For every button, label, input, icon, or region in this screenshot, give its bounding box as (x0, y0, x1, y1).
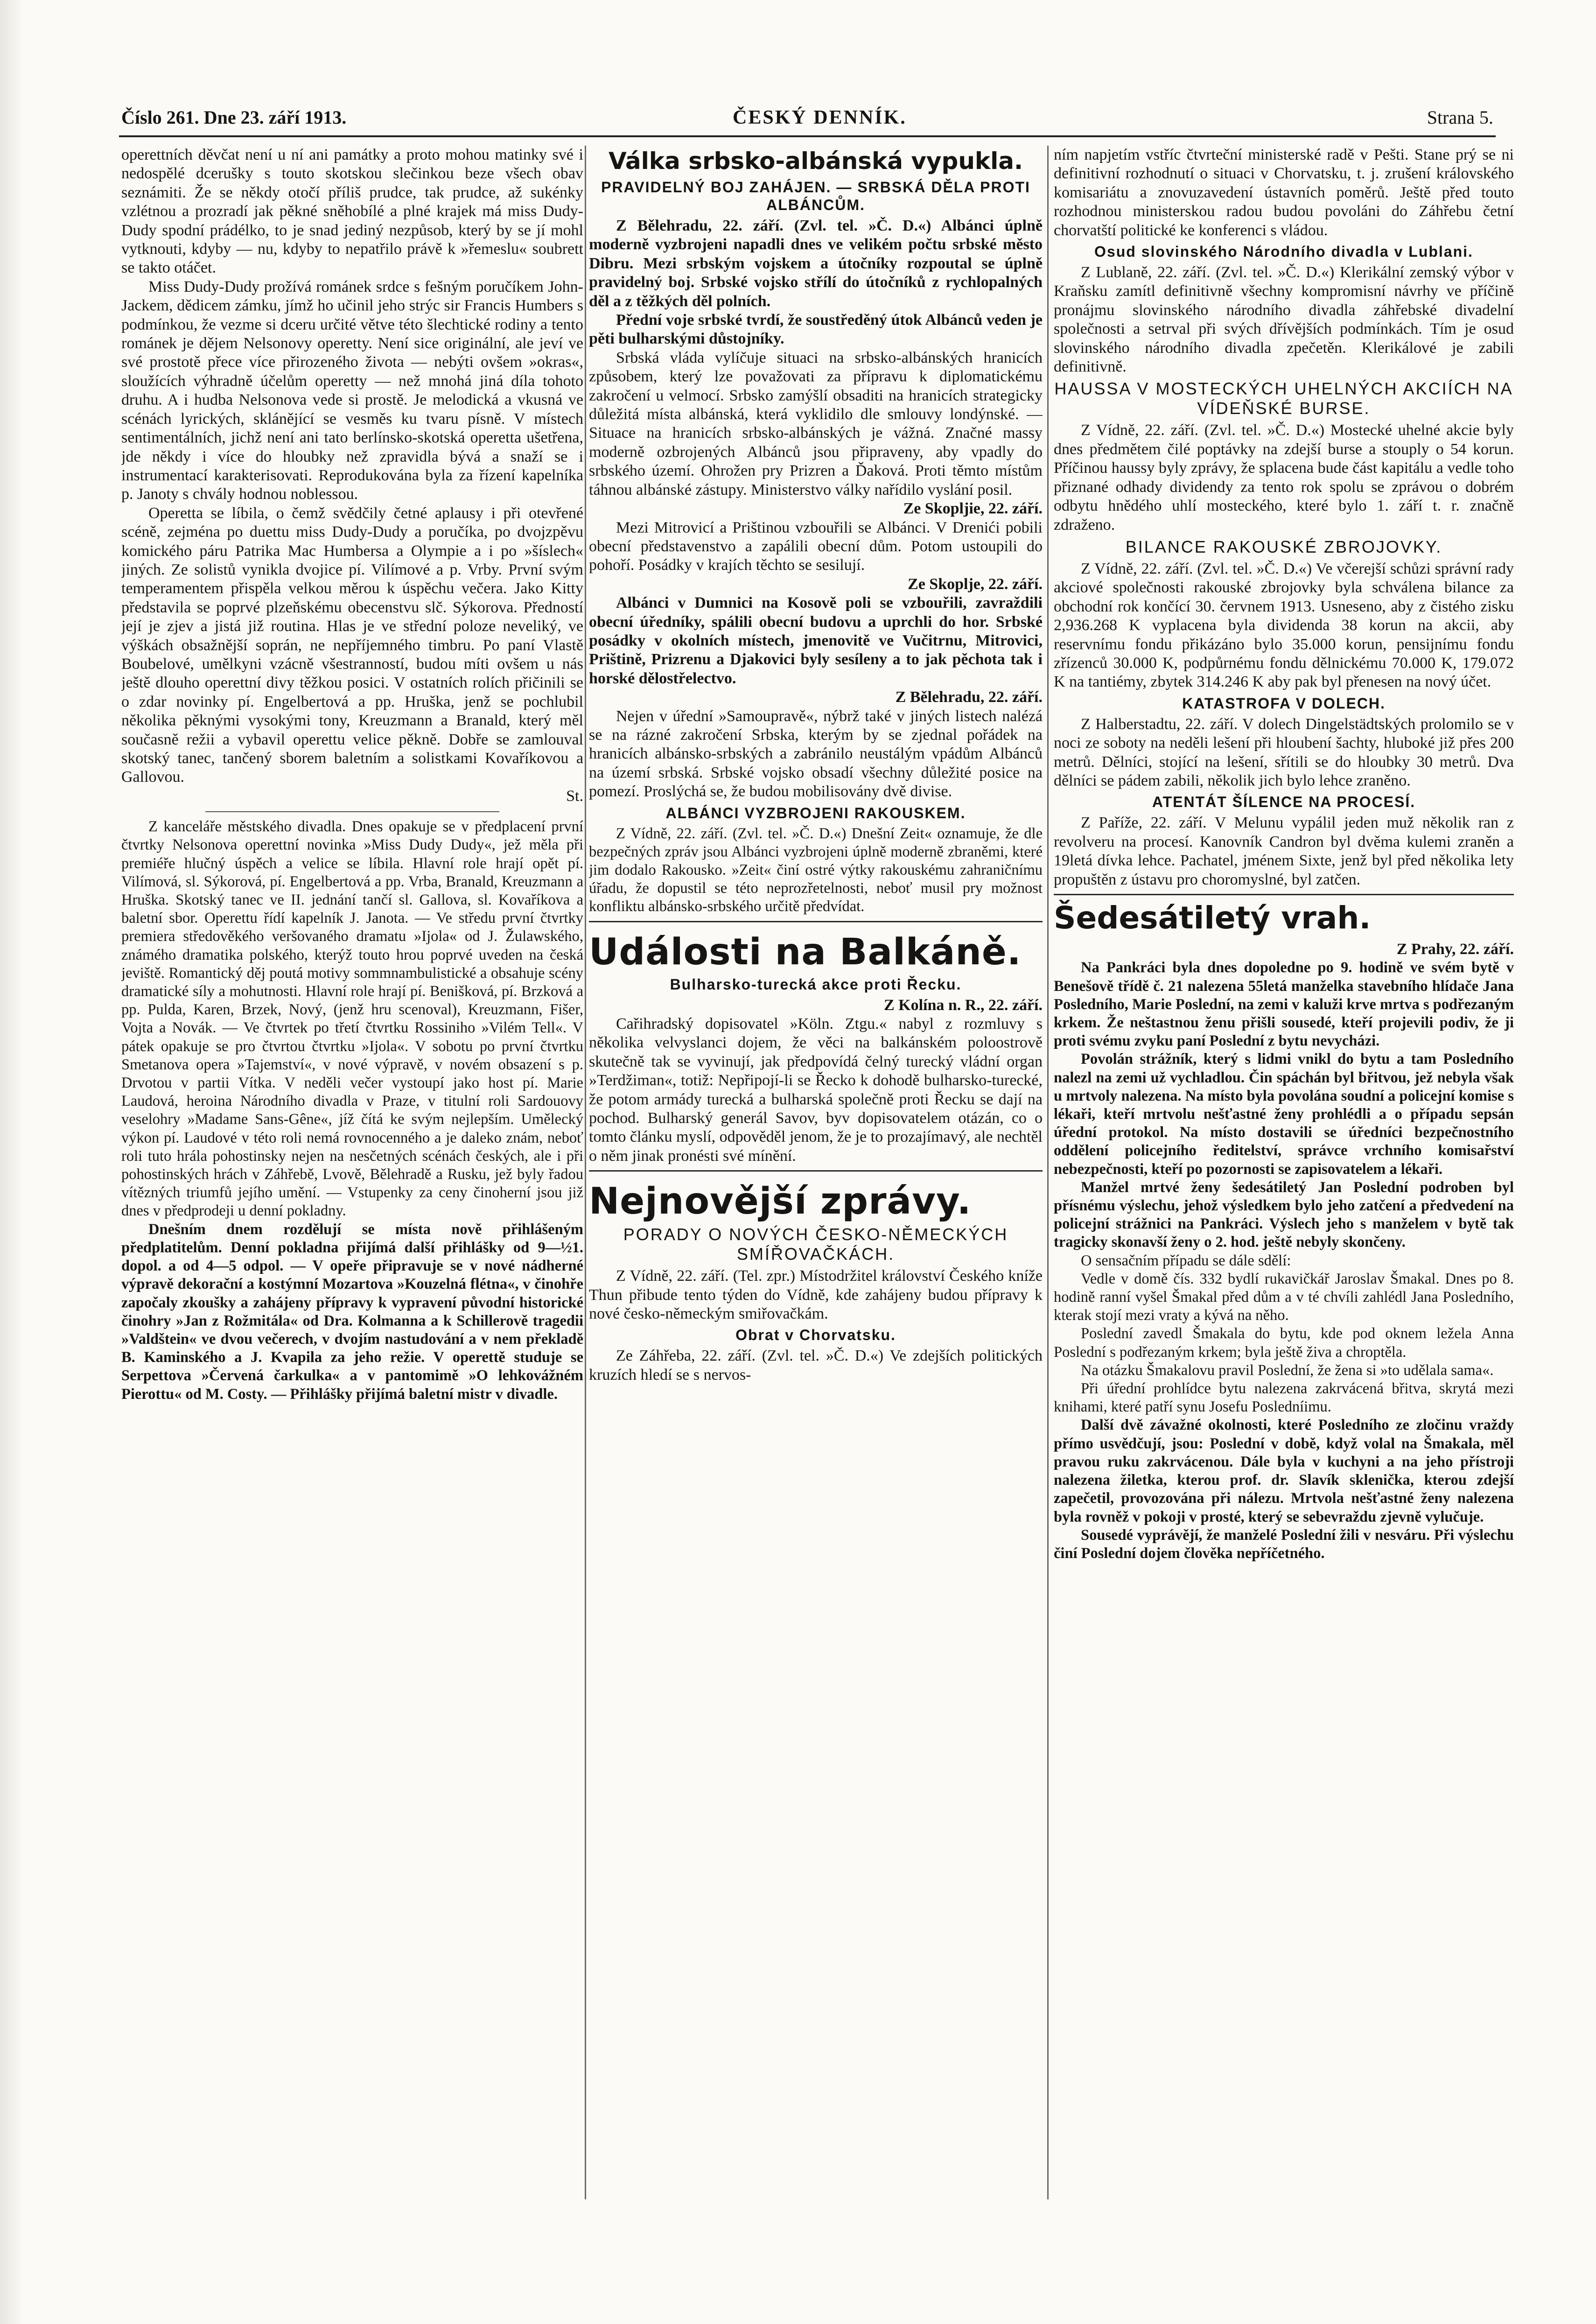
subheadline-reconciliation: PORADY O NOVÝCH ČESKO-NĚMECKÝCH SMÍŘOVAČKÁCH. (623, 1225, 1008, 1264)
masthead: ČESKÝ DENNÍK. (733, 107, 907, 128)
section-rule (589, 1170, 1043, 1172)
murder-paragraph: Sousedé vyprávějí, že manželé Poslední žili v nesváru. Při výslechu činí Poslední dojem člověka nepříčetného. (1054, 1526, 1514, 1562)
article-paragraph: operettních děvčat není u ní ani památky a proto mohou matinky své i nedospělé dcerušky s touto skotskou slečinkou beze všech obav seznámiti. Že se někdy otočí příliš prudce, tak prudce, až sukénky vzlétnou a prozradí jak pěkné sněhobílé a plné krajek má miss Dudy-Dudy spodní prádélko, to je snad jediný nezpůsob, který by se jí mohl vytknouti, kdyby — nu, kdyby to nepatřilo právě k »řemeslu« soubrett se takto otáčet. (121, 146, 583, 277)
report-coal-shares: Z Vídně, 22. září. (Zvl. tel. »Č. D.«) Mostecké uhelné akcie byly dnes předmětem čilé poptávky na zdejší burse a stouply o 54 korun. Příčinou haussy byly zprávy, že splacena bude část kapitálu a vedle toho přiznané odhady dividendy za tento rok spolu se zprávou o dobrém odbytu hnědého uhlí mosteckého, které bylo 1. září t. r. značně zdraženo. (1054, 421, 1514, 534)
article-paragraph: Operetta se líbila, o čemž svědčily četné aplausy i při otevřené scéně, zejména po duettu miss Dudy-Dudy a poručíka, po dvojzpěvu komického páru Patrika Mac Humbersa a Olympie a i po »šíslech« jiných. Ze solistů vynikla dvojice pí. Vilímové a p. Vrby. První svým temperamentem přispěla velkou měrou k úspěchu večera. Jako Kitty představila se poprvé plzeňskému obecenstvu slč. Sýkorova. Předností její je zjev a jistá již routina. Hlas je ve střední poloze neveliký, ve výškách obsažnější soprán, ne nepříjemného timbru. Po paní Vlastě Boubelové, umělkyni vzácně všestranností, budou míti ovšem u nás ještě dlouho operettní divy těžkou posici. V ostatních rolích přičinili se o zdar novinky pí. Engelbertová a pp. Hruška, jenž se pochlubil několika pěknými vysokými tony, Kreuzmann a Branald, který měl současně režii a vybavil operettu velice pěkně. Dobře se zamlouval skotský tanec, tančený sborem baletním a solistkami Kovaříkovou a Gallovou. (121, 504, 583, 786)
report-cologne: Cařihradský dopisovatel »Köln. Ztgu.« nabyl z rozmluvy s několika velvyslanci dojem, že věci na balkánském poloostrově skutečně tak se vyvinují, jak předpovídá čelný turecký vládní organ »Terdžiman«, totiž: Nepřipojí-li se Řecko k dohodě bulharsko-turecké, že potom armády turecká a bulharská společně proti Řecku se dají na pochod. Bulharský generál Savov, byv dopisovatelem otázán, co o tomto článku myslí, odpověděl jenom, že je to prozajímavý, ale nechtěl o něm jinak pronésti své mínění. (589, 1015, 1043, 1165)
murder-paragraph: Povolán strážník, který s lidmi vnikl do bytu a tam Posledního nalezl na zemi už vychladlou. Čin spáchán byl břitvou, jež nebyla však u mrtvoly nalezena. Na místo byla povolána soudní a policejní komise s lékaři, kteří mrtvolu nešťastné ženy prohlédli a o případu sepsán úřední protokol. Na místo dostavili se úředníci bezpečnostního oddělení policejního ředitelství, správce vrchního komisařství nebezpečnosti, kteří po pozornosti se zapisovatelem a lékaři. (1054, 1051, 1514, 1178)
author-signature: St. (566, 787, 583, 805)
subheadline-ljubljana: Osud slovinského Národního divadla v Lublani. (1094, 243, 1473, 260)
subheadline-war: PRAVIDELNÝ BOJ ZAHÁJEN. — SRBSKÁ DĚLA PROTI ALBÁNCŮM. (601, 179, 1030, 213)
dateline: Ze Skoplje, 22. září. (908, 575, 1043, 593)
page-header (121, 106, 1493, 136)
murder-paragraph: Při úřední prohlídce bytu nalezena zakrvácená břitva, skrytá mezi knihami, které patří synu Josefu Posledníimu. (1054, 1380, 1514, 1416)
subheadline-croatia: Obrat v Chorvatsku. (735, 1327, 896, 1344)
article-paragraph: Miss Dudy-Dudy prožívá románek srdce s fešným poručíkem John-Jackem, dědicem zámku, jímž ho učinil jeho strýc sir Francis Humbers s podmínkou, že vezme si dceru určité větve této šlechtické rodiny a tento románek je dějem Nelsonovy operetty. Není sice originální, ale jeví ve své prostotě přece více přirozeného života — nebýti ovšem »okras«, sloužících výhradně účelům operetty — než mnohá jiná díla tohoto druhu. A i hudba Nelsonova vede si prostě. Je melodická a vkusná ve scénách lyrických, sklánějící se vesměs ku tvaru písně. V místech sentimentálních, jichž není ani tato berlínsko-skotská operetta ušetřena, jde někdy i více do hloubky než zpravidla bývá a snaží se i instrumentací karakterisovati. Reprodukována byla za řízení kapelníka p. Janoty s chvály hodnou noblessou. (121, 278, 583, 503)
column-rule (585, 146, 586, 2199)
page-edge (0, 0, 24, 2324)
dateline: Ze Skopljie, 22. září. (903, 500, 1043, 518)
report-dumnica: Albánci v Dumnici na Kosově poli se vzbouřili, zavraždili obecní úředníky, spálili obecní budovu a uprchli do hor. Srbské posádky v okolních místech, jmenovitě ve Vučitrnu, Mitrovici, Prištině, Prizrenu a Djakovici byly sesíleny a to jak pěchota tak i horské dělostřelectvo. (589, 594, 1043, 687)
column-news (1054, 146, 1514, 2209)
page-number: Strana 5. (1427, 107, 1493, 128)
report-samouprava: Nejen v úřední »Samoupravě«, nýbrž také v jiných listech nalézá se na rázné zakročení Srbska, kterým by se zjednal pořádek na hranicích albánsko-srbských a zabránilo neustálým vpádům Albánců na území srbská. Srbské vojsko obsadí všechny důležité posice na pomezí. Proslýchá se, že budou mobilisovány dvě divise. (589, 707, 1043, 800)
report-croatia-cont: ním napjetím vstříc čtvrteční ministerské radě v Pešti. Stane prý se ni definitivní rozhodnutí o situaci v Chorvatsku, t. j. zrušení královského komisariátu a znovuzavedení ústavních poměrů. Ještě před touto rozhodnou ministerskou radou budou povoláni do Záhřebu četní chorvatští politické ke konferenci s vládou. (1054, 146, 1514, 239)
murder-paragraph: Na Pankráci byla dnes dopoledne po 9. hodině ve svém bytě v Benešově třídě č. 21 nalezena 55letá manželka stavebního hlídače Jana Posledního, Marie Poslední, na zemi v kaluži krve mrtva s podřezaným krkem. Že neštastnou ženu přišli sousedé, kteří projevili podiv, že ji proti svému zvyku paní Poslední z bytu nevycházi. (1054, 959, 1514, 1050)
divider (205, 811, 499, 812)
column-war (589, 146, 1043, 2209)
headline-latest: Nejnovější zprávy. (589, 1180, 972, 1223)
murder-paragraph: Poslední zavedl Šmakala do bytu, kde pod oknem ležela Anna Poslední s podřezaným krkem; byla ještě živa a chroptěla. (1054, 1325, 1514, 1361)
theatre-notice: Z kanceláře městského divadla. Dnes opakuje se v předplacení první čtvrtky Nelsonova operettní novinka »Miss Dudy Dudy«, jež měla při premiéře hlučný úspěch a velice se líbila. Hlavní role hrají opět pí. Vilímová, sl. Sýkorová, pí. Engelbertová a pp. Vrba, Branald, Kreuzmann a Hruška. Skotský tanec ve II. jednání tančí sl. Gallova, sl. Kovaříkova a baletní sbor. Operettu řídí kapelník J. Janota. — Ve středu první čtvrtky premiera středověkého veršovaného dramatu »Ijola« od J. Žulawského, známého dramatika polského, kterýž touto hrou poprvé uveden na česká jeviště. Romantický děj poutá motivy sommnambulistické a obsahuje scény dramatické síly a mohutnosti. Hlavní role hrají pí. Benišková, pí. Brzková a pp. Pulda, Karen, Brzek, Nový, (jenž hru scenoval), Kreuzmann, Fišer, Vojta a Novák. — Ve čtvrtek po třetí čtvrtku Rossiniho »Vilém Tell«. V pátek opakuje se pro čtvrtou čtvrtku »Ijola«. V sobotu po první čtvrtku Smetanova opera »Tajemství«, v nové výpravě, v novém obsazení s p. Drvotou v partii Vítka. V neděli večer vystoupí jako host pí. Marie Laudová, heroina Národního divadla v Praze, v titulní roli Sardouovy veselohry »Madame Sans-Gêne«, jíž čítá ke svým nejlepším. Umělecký výkon pí. Laudové v této roli nemá rovnocenného a je daleko znám, neboť roli tuto hrála pohostinsky nejen na nesčetných scénách českých, ale i při pohostinských hrách v Záhřebě, Lvově, Bělehradě a Rusku, jež byly řadou vítězných triumfů jejího umění. — Vstupenky za ceny činoherní jsou již dnes v předprodeji u denní pokladny. (121, 818, 583, 1220)
report-armory: Z Vídně, 22. září. (Zvl. tel. »Č. D.«) Ve včerejší schůzi správní rady akciové společnosti rakouské zbrojovky byla schválena bilance za obchodní rok končící 30. červnem 1913. Usneseno, aby z čistého zisku 2,936.268 K vyplacena byla dividenda 38 korun na akcii, aby reservnímu fondu přikázáno bylo 35.000 korun, pensijnímu fondu zřízenců 30.000 K, podpůrnému fondu dělnickému 70.000 K, 179.072 K na tantiémy, zbytek 314.246 K aby pak byl přenesen na nový účet. (1054, 560, 1514, 691)
subheadline-mine: KATASTROFA V DOLECH. (1182, 695, 1386, 712)
headline-war: Válka srbsko-albánská vypukla. (608, 147, 1023, 175)
column-theatre (121, 146, 583, 2209)
report-mine: Z Halberstadtu, 22. září. V dolech Dingelstädtských prolomilo se v noci ze soboty na neděli lešení při hloubení šachty, hluboké již přes 200 metrů. Dělníci, stojící na lešení, sřítili se do hloubky 30 metrů. Dva dělníci se pádem zabili, několik jich bylo lehce zraněno. (1054, 715, 1514, 789)
murder-paragraph: Manžel mrtvé ženy šedesátiletý Jan Poslední podroben byl přísnému výslechu, jehož výsledkem bylo jeho zatčení a předvedení na policejní strážnici na Pankráci. Výslech jeho s manželem v bytě tak tragicky skonavší ženy o 2. hod. ještě nebyly skončeny. (1054, 1179, 1514, 1251)
theatre-subscription-notice: Dnešním dnem rozdělují se místa nově přihlášeným předplatitelům. Denní pokladna přijímá další přihlášky od 9—½1. dopol. a od 4—5 odpol. — V opeře připravuje se v nové nádherné výpravě dekorační a kostýmní Mozartova »Kouzelná flétna«, v činohře započaly zkoušky a zahájeny přípravy k vypravení původní historické činohry »Jan z Rožmitála« od Dra. Kolmanna a k Schillerově tragedii »Valdštein« ve dvou večerech, v dvojím nastudování a v nem překladě B. Kaminského a J. Kvapila za jeho režie. V operettě studuje se Serpettova »Červená čarkulka« a v pantomimě »O lehkovážném Pierottu« od M. Costy. — Přihlášky přijímá baletní mistr v divadle. (121, 1221, 583, 1403)
header-rule (119, 135, 1496, 137)
report-vienna: Z Vídně, 22. září. (Tel. zpr.) Místodržitel království Českého kníže Thun přibude tento týden do Vídně, kde zahájeny budou přípravy k nové česko-německým smiřovačkám. (589, 1267, 1043, 1323)
report-ljubljana: Z Lublaně, 22. září. (Zvl. tel. »Č. D.«) Klerikální zemský výbor v Kraňsku zamítl definitivně všechny kompromisní návrhy ve příčině pronájmu slovinského národního divadla záhřebské divadelní společnosti a setrval při svých dřívějších podmínkách. Tím je osud slovinského národního divadla zpečetěn. Klerikálové je zabili definitivně. (1054, 264, 1514, 376)
report-mitrovica: Mezi Mitrovicí a Prištinou vzbouřili se Albánci. V Drenići pobili obecní představenstvo a zapálili obecní dům. Potom ustoupili do pohoří. Posádky v krajích těchto se sesilují. (589, 519, 1043, 574)
subheadline-armory: BILANCE RAKOUSKÉ ZBROJOVKY. (1125, 537, 1442, 556)
murder-paragraph: O sensačním případu se dále sdělí: (1081, 1252, 1291, 1269)
column-rule (1047, 146, 1049, 2199)
section-rule (1054, 894, 1514, 895)
headline-balkans: Události na Balkáně. (589, 931, 1022, 973)
subheadline-austria: ALBÁNCI VYZBROJENI RAKOUSKEM. (665, 804, 966, 821)
section-rule (589, 921, 1043, 922)
subheadline-balkans: Bulharsko-turecká akce proti Řecku. (670, 976, 962, 993)
murder-paragraph: Vedle v domě čís. 332 bydlí rukavičkář Jaroslav Šmakal. Dnes po 8. hodině ranní vyšel Šmakal před dům a v té chvíli zahlédl Jana Posledního, kterak stojí mezi vraty a kývá na něho. (1054, 1270, 1514, 1324)
murder-paragraph: Další dvě závažné okolnosti, které Posledního ze zločinu vraždy přímo usvědčují, jsou: Poslední v době, když volal na Šmakala, měl pravou ruku zakrvácenou. Dále byla v kuchyni a na jeho přístroji nalezena žiletka, kterou prof. dr. Slavík sklenička, kterou zdejší zapečetil, provozována při nálezu. Mrtvola nešťastné ženy nalezena byla rovněž v pokoji v prosté, který se sebevraždu zjevně vylučuje. (1054, 1417, 1514, 1525)
issue-number: Číslo 261. Dne 23. září 1913. (121, 107, 347, 128)
report-procession: Z Paříže, 22. září. V Melunu vypálil jeden muž několik ran z revolveru na procesí. Kanovník Candron byl dvěma kulemi zraněn a 19letá dívka lehce. Pachatel, jménem Sixte, jenž byl před několika lety propuštěn z ústavu pro choromyslné, byl zatčen. (1054, 814, 1514, 888)
dateline: Z Prahy, 22. září. (1396, 941, 1514, 958)
murder-paragraph: Na otázku Šmakalovu pravil Poslední, že žena si »to udělala sama«. (1081, 1362, 1494, 1379)
report-belgrade: Z Bělehradu, 22. září. (Zvl. tel. »Č. D.«) Albánci úplně moderně vyzbrojeni napadli dnes ve velikém počtu srbské město Dibru. Mezi srbským vojskem a útočníky rozpoutal se úplně pravidelný boj. Srbské vojsko střílí do útočníků z rychlopalných děl a z těžkých děl polních. (589, 217, 1043, 310)
subheadline-coal: HAUSSA V MOSTECKÝCH UHELNÝCH AKCIÍCH NA VÍDEŇSKÉ BURSE. (1054, 379, 1513, 418)
report-zagreb: Ze Záhřeba, 22. září. (Zvl. tel. »Č. D.«) Ve zdejších politických kruzích hledí se s nervos- (589, 1347, 1043, 1383)
dateline: Z Kolína n. R., 22. září. (883, 996, 1043, 1014)
dateline: Z Bělehradu, 22. září. (895, 688, 1043, 706)
report-serbian-government: Srbská vláda vylíčuje situaci na srbsko-albánských hranicích způsobem, který lze považovati za přípravu k diplomatickému zakročení u velmocí. Srbsko zamýšlí obsaditi na hranicích strategicky důležitá místa albánská, která vyklidilo dle smlouvy londýnské. — Situace na hranicích srbsko-albánských je vážná. Značné massy moderně ozbrojených Albánců jsou připraveny, aby vpadly do srbského území. Ohrožen pry Prizren a Ďaková. Proti těmto místům táhnou albánské zástupy. Ministerstvo války nařídilo vyslání posil. (589, 349, 1043, 499)
report-zeit: Z Vídně, 22. září. (Zvl. tel. »Č. D.«) Dnešní Zeit« oznamuje, že dle bezpečných zpráv jsou Albánci vyzbrojeni úplně moderně zbraněmi, které jim dodalo Rakousko. »Zeit« činí ostré výtky rakouskému zahraničnímu úřadu, že dopustil se této neprozřetelnosti, neboť musil pry možnost konfliktu albánsko-srbského určitě předvídat. (589, 825, 1043, 915)
report-officers: Přední voje srbské tvrdí, že soustředěný útok Albánců veden je pěti bulharskými důstojníky. (589, 311, 1043, 348)
headline-murder: Šedesátiletý vrah. (1054, 900, 1371, 936)
subheadline-procession: ATENTÁT ŠÍLENCE NA PROCESÍ. (1152, 793, 1416, 811)
